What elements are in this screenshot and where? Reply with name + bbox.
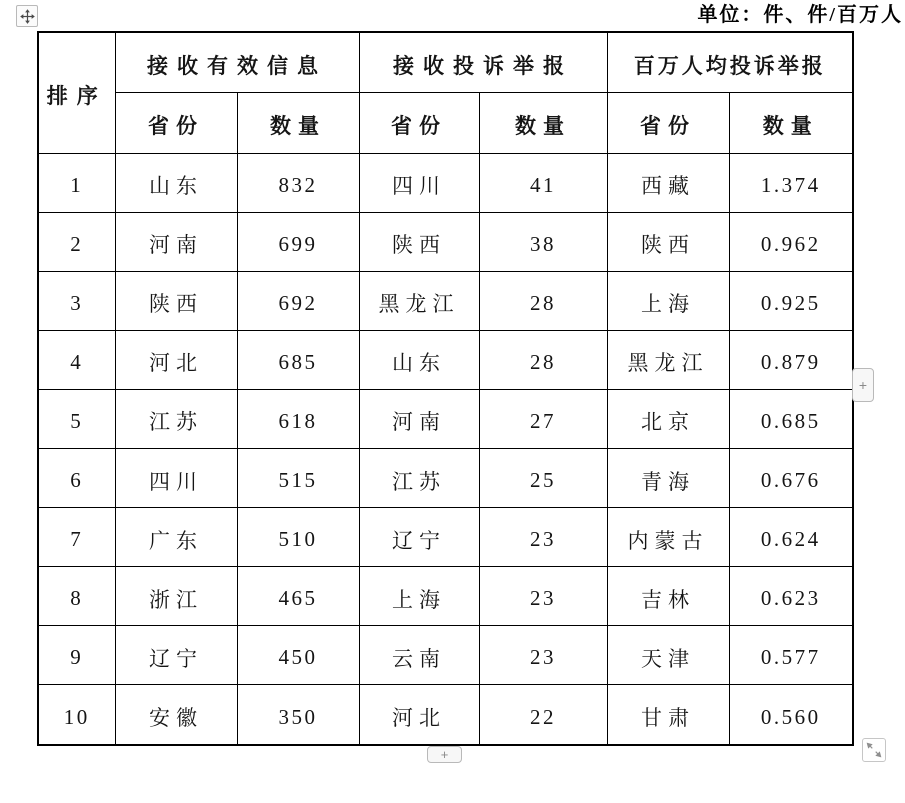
valid-info-province-header[interactable]: 省份	[115, 92, 237, 153]
complaints-province-cell[interactable]: 黑龙江	[359, 271, 479, 330]
per-million-count-cell[interactable]: 0.560	[729, 685, 853, 745]
per-million-province-cell[interactable]: 陕西	[607, 212, 729, 271]
valid-info-count-cell[interactable]: 699	[237, 212, 359, 271]
complaints-province-cell[interactable]: 山东	[359, 330, 479, 389]
table-row	[38, 271, 853, 330]
valid-info-count-header[interactable]: 数量	[237, 92, 359, 153]
rank-cell[interactable]: 3	[38, 271, 115, 330]
table-row	[38, 153, 853, 212]
sub-header-row	[38, 92, 853, 153]
complaints-province-header[interactable]: 省份	[359, 92, 479, 153]
add-row-button[interactable]	[427, 746, 462, 763]
per-million-province-cell[interactable]: 西藏	[607, 153, 729, 212]
table-row	[38, 449, 853, 508]
complaints-province-cell[interactable]: 江苏	[359, 449, 479, 508]
rank-cell[interactable]: 9	[38, 626, 115, 685]
table-row	[38, 626, 853, 685]
per-million-province-cell[interactable]: 青海	[607, 449, 729, 508]
complaints-province-cell[interactable]: 河南	[359, 389, 479, 448]
group-header-complaints[interactable]: 接收投诉举报	[359, 32, 607, 92]
rank-cell[interactable]: 2	[38, 212, 115, 271]
rank-cell[interactable]: 6	[38, 449, 115, 508]
per-million-province-header[interactable]: 省份	[607, 92, 729, 153]
valid-info-count-cell[interactable]: 510	[237, 508, 359, 567]
table-resize-handle[interactable]	[862, 738, 886, 762]
per-million-count-cell[interactable]: 0.879	[729, 330, 853, 389]
per-million-count-cell[interactable]: 0.676	[729, 449, 853, 508]
table-row	[38, 330, 853, 389]
valid-info-count-cell[interactable]: 515	[237, 449, 359, 508]
valid-info-province-cell[interactable]: 江苏	[115, 389, 237, 448]
complaints-province-cell[interactable]: 上海	[359, 567, 479, 626]
table-row	[38, 508, 853, 567]
per-million-count-cell[interactable]: 0.962	[729, 212, 853, 271]
valid-info-province-cell[interactable]: 辽宁	[115, 626, 237, 685]
complaints-province-cell[interactable]: 四川	[359, 153, 479, 212]
per-million-province-cell[interactable]: 北京	[607, 389, 729, 448]
rank-cell[interactable]: 10	[38, 685, 115, 745]
valid-info-count-cell[interactable]: 685	[237, 330, 359, 389]
complaints-count-cell[interactable]: 22	[479, 685, 607, 745]
complaints-province-cell[interactable]: 云南	[359, 626, 479, 685]
per-million-count-cell[interactable]: 0.623	[729, 567, 853, 626]
per-million-province-cell[interactable]: 黑龙江	[607, 330, 729, 389]
rank-cell[interactable]: 7	[38, 508, 115, 567]
complaints-count-cell[interactable]: 28	[479, 271, 607, 330]
complaints-count-cell[interactable]: 38	[479, 212, 607, 271]
group-header-row	[38, 32, 853, 92]
valid-info-count-cell[interactable]: 832	[237, 153, 359, 212]
plus-icon: +	[440, 747, 449, 762]
add-column-button[interactable]	[852, 368, 874, 402]
valid-info-province-cell[interactable]: 广东	[115, 508, 237, 567]
per-million-count-cell[interactable]: 0.925	[729, 271, 853, 330]
valid-info-count-cell[interactable]: 618	[237, 389, 359, 448]
valid-info-count-cell[interactable]: 692	[237, 271, 359, 330]
complaints-count-cell[interactable]: 27	[479, 389, 607, 448]
group-header-per-million[interactable]: 百万人均投诉举报	[607, 32, 853, 92]
complaints-count-cell[interactable]: 25	[479, 449, 607, 508]
valid-info-province-cell[interactable]: 陕西	[115, 271, 237, 330]
per-million-province-cell[interactable]: 甘肃	[607, 685, 729, 745]
per-million-count-header[interactable]: 数量	[729, 92, 853, 153]
valid-info-province-cell[interactable]: 安徽	[115, 685, 237, 745]
unit-label: 单位：件、件/百万人	[697, 4, 903, 26]
ranking-table	[37, 31, 854, 746]
valid-info-province-cell[interactable]: 浙江	[115, 567, 237, 626]
valid-info-province-cell[interactable]: 四川	[115, 449, 237, 508]
rank-cell[interactable]: 5	[38, 389, 115, 448]
per-million-province-cell[interactable]: 天津	[607, 626, 729, 685]
complaints-count-cell[interactable]: 23	[479, 567, 607, 626]
per-million-province-cell[interactable]: 吉林	[607, 567, 729, 626]
table-row	[38, 389, 853, 448]
table-move-handle[interactable]	[16, 5, 38, 27]
complaints-count-header[interactable]: 数量	[479, 92, 607, 153]
complaints-province-cell[interactable]: 陕西	[359, 212, 479, 271]
rank-cell[interactable]: 8	[38, 567, 115, 626]
per-million-province-cell[interactable]: 上海	[607, 271, 729, 330]
complaints-count-cell[interactable]: 23	[479, 508, 607, 567]
per-million-count-cell[interactable]: 0.685	[729, 389, 853, 448]
valid-info-province-cell[interactable]: 河南	[115, 212, 237, 271]
diagonal-resize-icon	[864, 740, 884, 760]
group-header-valid-info[interactable]: 接收有效信息	[115, 32, 359, 92]
per-million-province-cell[interactable]: 内蒙古	[607, 508, 729, 567]
valid-info-count-cell[interactable]: 465	[237, 567, 359, 626]
valid-info-count-cell[interactable]: 450	[237, 626, 359, 685]
table-row	[38, 685, 853, 745]
rank-cell[interactable]: 4	[38, 330, 115, 389]
table-row	[38, 212, 853, 271]
per-million-count-cell[interactable]: 1.374	[729, 153, 853, 212]
move-cross-icon	[20, 9, 35, 24]
complaints-count-cell[interactable]: 41	[479, 153, 607, 212]
complaints-count-cell[interactable]: 23	[479, 626, 607, 685]
per-million-count-cell[interactable]: 0.624	[729, 508, 853, 567]
valid-info-count-cell[interactable]: 350	[237, 685, 359, 745]
rank-cell[interactable]: 1	[38, 153, 115, 212]
complaints-count-cell[interactable]: 28	[479, 330, 607, 389]
complaints-province-cell[interactable]: 河北	[359, 685, 479, 745]
valid-info-province-cell[interactable]: 山东	[115, 153, 237, 212]
per-million-count-cell[interactable]: 0.577	[729, 626, 853, 685]
plus-icon: +	[858, 377, 868, 393]
complaints-province-cell[interactable]: 辽宁	[359, 508, 479, 567]
valid-info-province-cell[interactable]: 河北	[115, 330, 237, 389]
table-row	[38, 567, 853, 626]
rank-header[interactable]: 排序	[38, 32, 115, 153]
